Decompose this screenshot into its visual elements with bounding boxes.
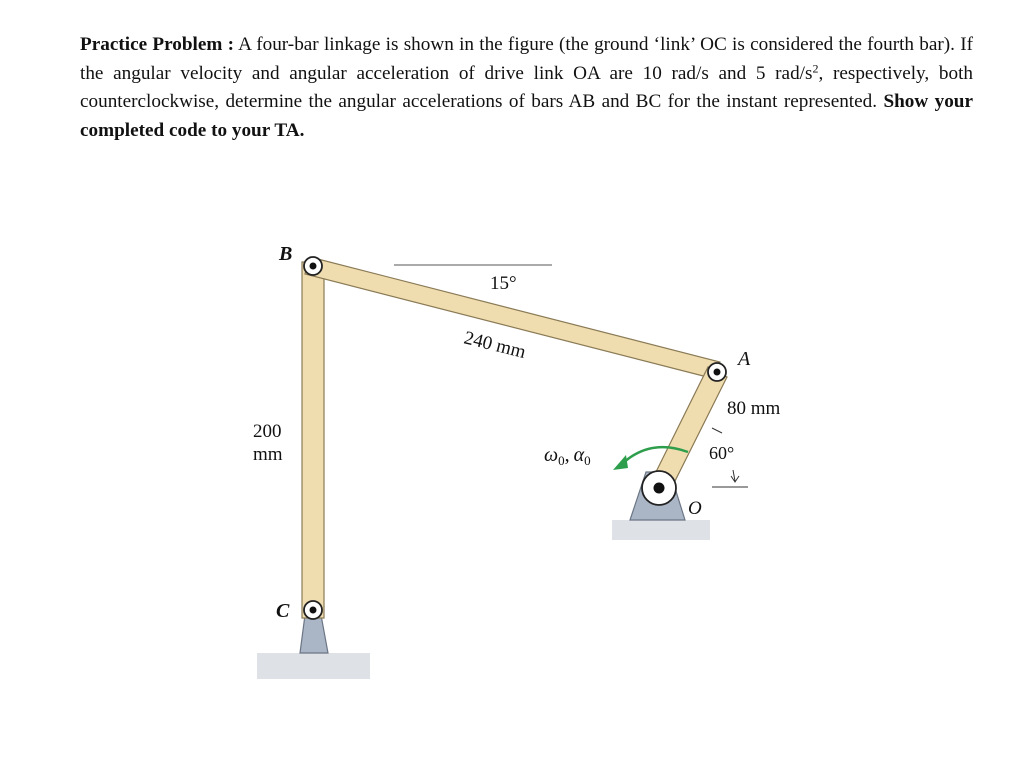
problem-superscript: 2 [812,60,819,75]
omega-alpha-separator: , [564,444,570,466]
label-c: C [276,600,290,622]
angle-60-arrow [731,470,739,482]
rotation-arrow-head [613,455,628,470]
omega-symbol: ω [544,444,559,466]
label-angle-15: 15° [490,273,517,294]
label-length-200-value: 200 [253,421,282,442]
ground-c [257,653,370,679]
pin-o [642,471,676,505]
support-c [300,615,328,653]
alpha-subscript: 0 [584,453,591,468]
problem-heading: Practice Problem : [80,34,234,55]
label-angle-60: 60° [709,443,735,463]
dimension-tick-80 [712,428,722,433]
label-o: O [688,498,702,519]
label-length-240: 240 mm [461,327,528,364]
label-a: A [738,348,751,370]
pin-c [304,601,322,619]
label-length-80: 80 mm [727,398,781,419]
pin-b [304,257,322,275]
label-omega-alpha [544,444,591,468]
label-b: B [279,243,293,265]
problem-text-1: A four-bar linkage is shown in the figure (the ground ‘link’ OC is considered the fourth bar). If the angular velocity and angular acceleration of drive link OA are 10 rad/s and 5 rad/s [80,34,973,84]
ground-o [612,520,710,540]
omega-subscript: 0 [558,453,565,468]
problem-emphasis: Show your completed code to your TA. [80,91,973,141]
label-length-200-unit: mm [253,444,283,465]
link-bc [302,262,324,618]
problem-text-2: , respectively, both counterclockwise, determine the angular accelerations of bars AB and BC for the instant represented. [80,62,974,112]
pin-a [708,363,726,381]
alpha-symbol: α [573,444,585,466]
